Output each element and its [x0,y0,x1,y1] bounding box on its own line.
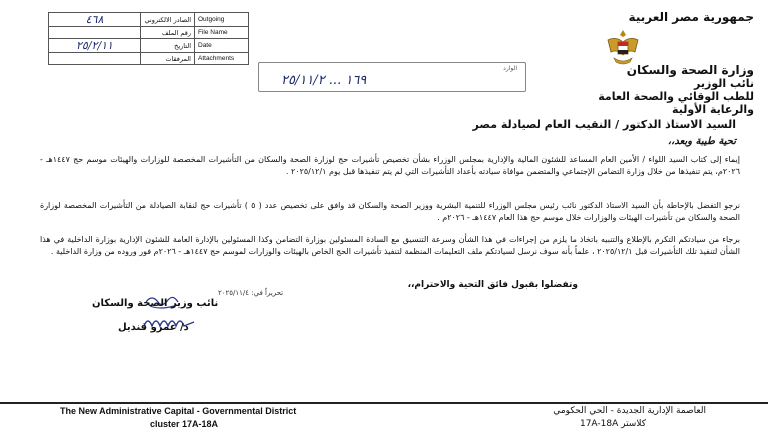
date-label-en: Date [195,39,249,53]
letter-closing: وتفضلوا بقبول فائق التحية والاحترام،، [407,280,578,290]
table-row [49,39,249,53]
footer-ar-line2: كلاستر 17A-18A [579,419,646,429]
footer-en-line1: The New Administrative Capital - Governmental District [60,406,297,416]
department-line1: للطب الوقائي والصحة العامة [598,90,754,103]
outgoing-number: ٤٦٨ [49,13,141,27]
table-row [49,27,249,39]
file-name-value [49,27,141,39]
letter-paragraph-2: نرجو التفضل بالإحاطة بأن السيد الاستاذ الدكتور نائب رئيس مجلس الوزراء للتنمية البشرية ووزير الصحة والسكان قد وافق على تخصيص عدد ( ٥ ) تأشيرات حج لنقابة الصيادلة من التأشيرات المخصصة لوزارة الصحة والسكان من تأشيرات الهيئات والوزارات خلال موسم حج هذا العام ١٤٤٧هـ - ٢٠٢٦م . [40,201,740,222]
signer-name: د/ عمرو قنديل [118,322,189,333]
footer-ar-line1: العاصمة الإدارية الجديدة - الحي الحكومي [553,406,706,416]
outgoing-label-en: Outgoing [195,13,249,27]
footer-en-line2: cluster 17A-18A [150,419,219,429]
attachments-label-en: Attachments [195,53,249,65]
attachments-label-ar: المرفقات [141,53,195,65]
department-line2: والرعاية الأولية [672,103,754,116]
footer-address-en [60,405,296,431]
signer-title: نائب وزير الصحة والسكان [92,298,219,309]
date-value: ٢٥/٢/١١ [49,39,141,53]
ministry-name: وزارة الصحة والسكان [626,63,754,77]
country-name: جمهورية مصر العربية [628,10,754,24]
letter-paragraph-3: برجاء من سيادتكم التكرم بالإطلاع والتنبيه باتخاذ ما يلزم من إجراءات في هذا الشأن وسرعة التنسيق مع السادة المسئولين بوزارة التضامن وكذا المسئولين بالإدارة العامة للشئون الإدارية بوزارة الداخلية في هذا الشأن لتنفيذ تلك التأشيرات قبل ٢٠٢٥/١٢/١ ، علماً بأنه سوف نرسل لسيادتكم ملف التعليمات المنظمة لتنفيذ تأشيرات الحج الخاص بالهيئات والوزارات لموسم حج ١٤٤٧هـ - ٢٠٢٦م فور وروده من وزارة الداخلية . [40,235,740,256]
file-name-label-ar: رقم الملف [141,27,195,39]
letter-date: تحريراً في: ٢٠٢٥/١١/٤ [218,289,284,297]
correspondence-info-table [48,12,249,65]
date-label-ar: التاريخ [141,39,195,53]
footer-address-ar [553,405,706,431]
deputy-title: نائب الوزير [694,77,754,90]
letter-greeting: تحية طيبة وبعد،، [667,136,736,147]
attachments-value [49,53,141,65]
table-row [49,13,249,27]
footer-divider [0,402,768,404]
eagle-emblem-icon [604,28,642,68]
stamp-header: الوارد [503,65,517,72]
ministry-header [554,10,754,116]
stamp-handwritten-number: ١٦٩ ... ٢٥/١١/٢ [281,73,367,88]
incoming-stamp [258,62,526,92]
file-name-label-en: File Name [195,27,249,39]
outgoing-label-ar: الصادر الالكتروني [141,13,195,27]
letter-addressee: السيد الاستاذ الدكتور / النقيب العام لصيادلة مصر [472,118,736,131]
table-row [49,53,249,65]
letter-paragraph-1: إيماء إلى كتاب السيد اللواء / الأمين العام المساعد للشئون المالية والإدارية بمجلس الوزراء بشأن تخصيص تأشيرات حج لوزارة الصحة والسكان من التأشيرات المخصصة للوزارات والهيئات موسم حج ١٤٤٧هـ - ٢٠٢٦م، يتم تنفيذها من خلال وزارة التضامن الإجتماعي والمتضمن موافاة سيادته بأعداد التأشيرات التي لم يتم تنفيذها قبل يوم ٢٠٢٥/١٢/١ . [40,155,740,176]
